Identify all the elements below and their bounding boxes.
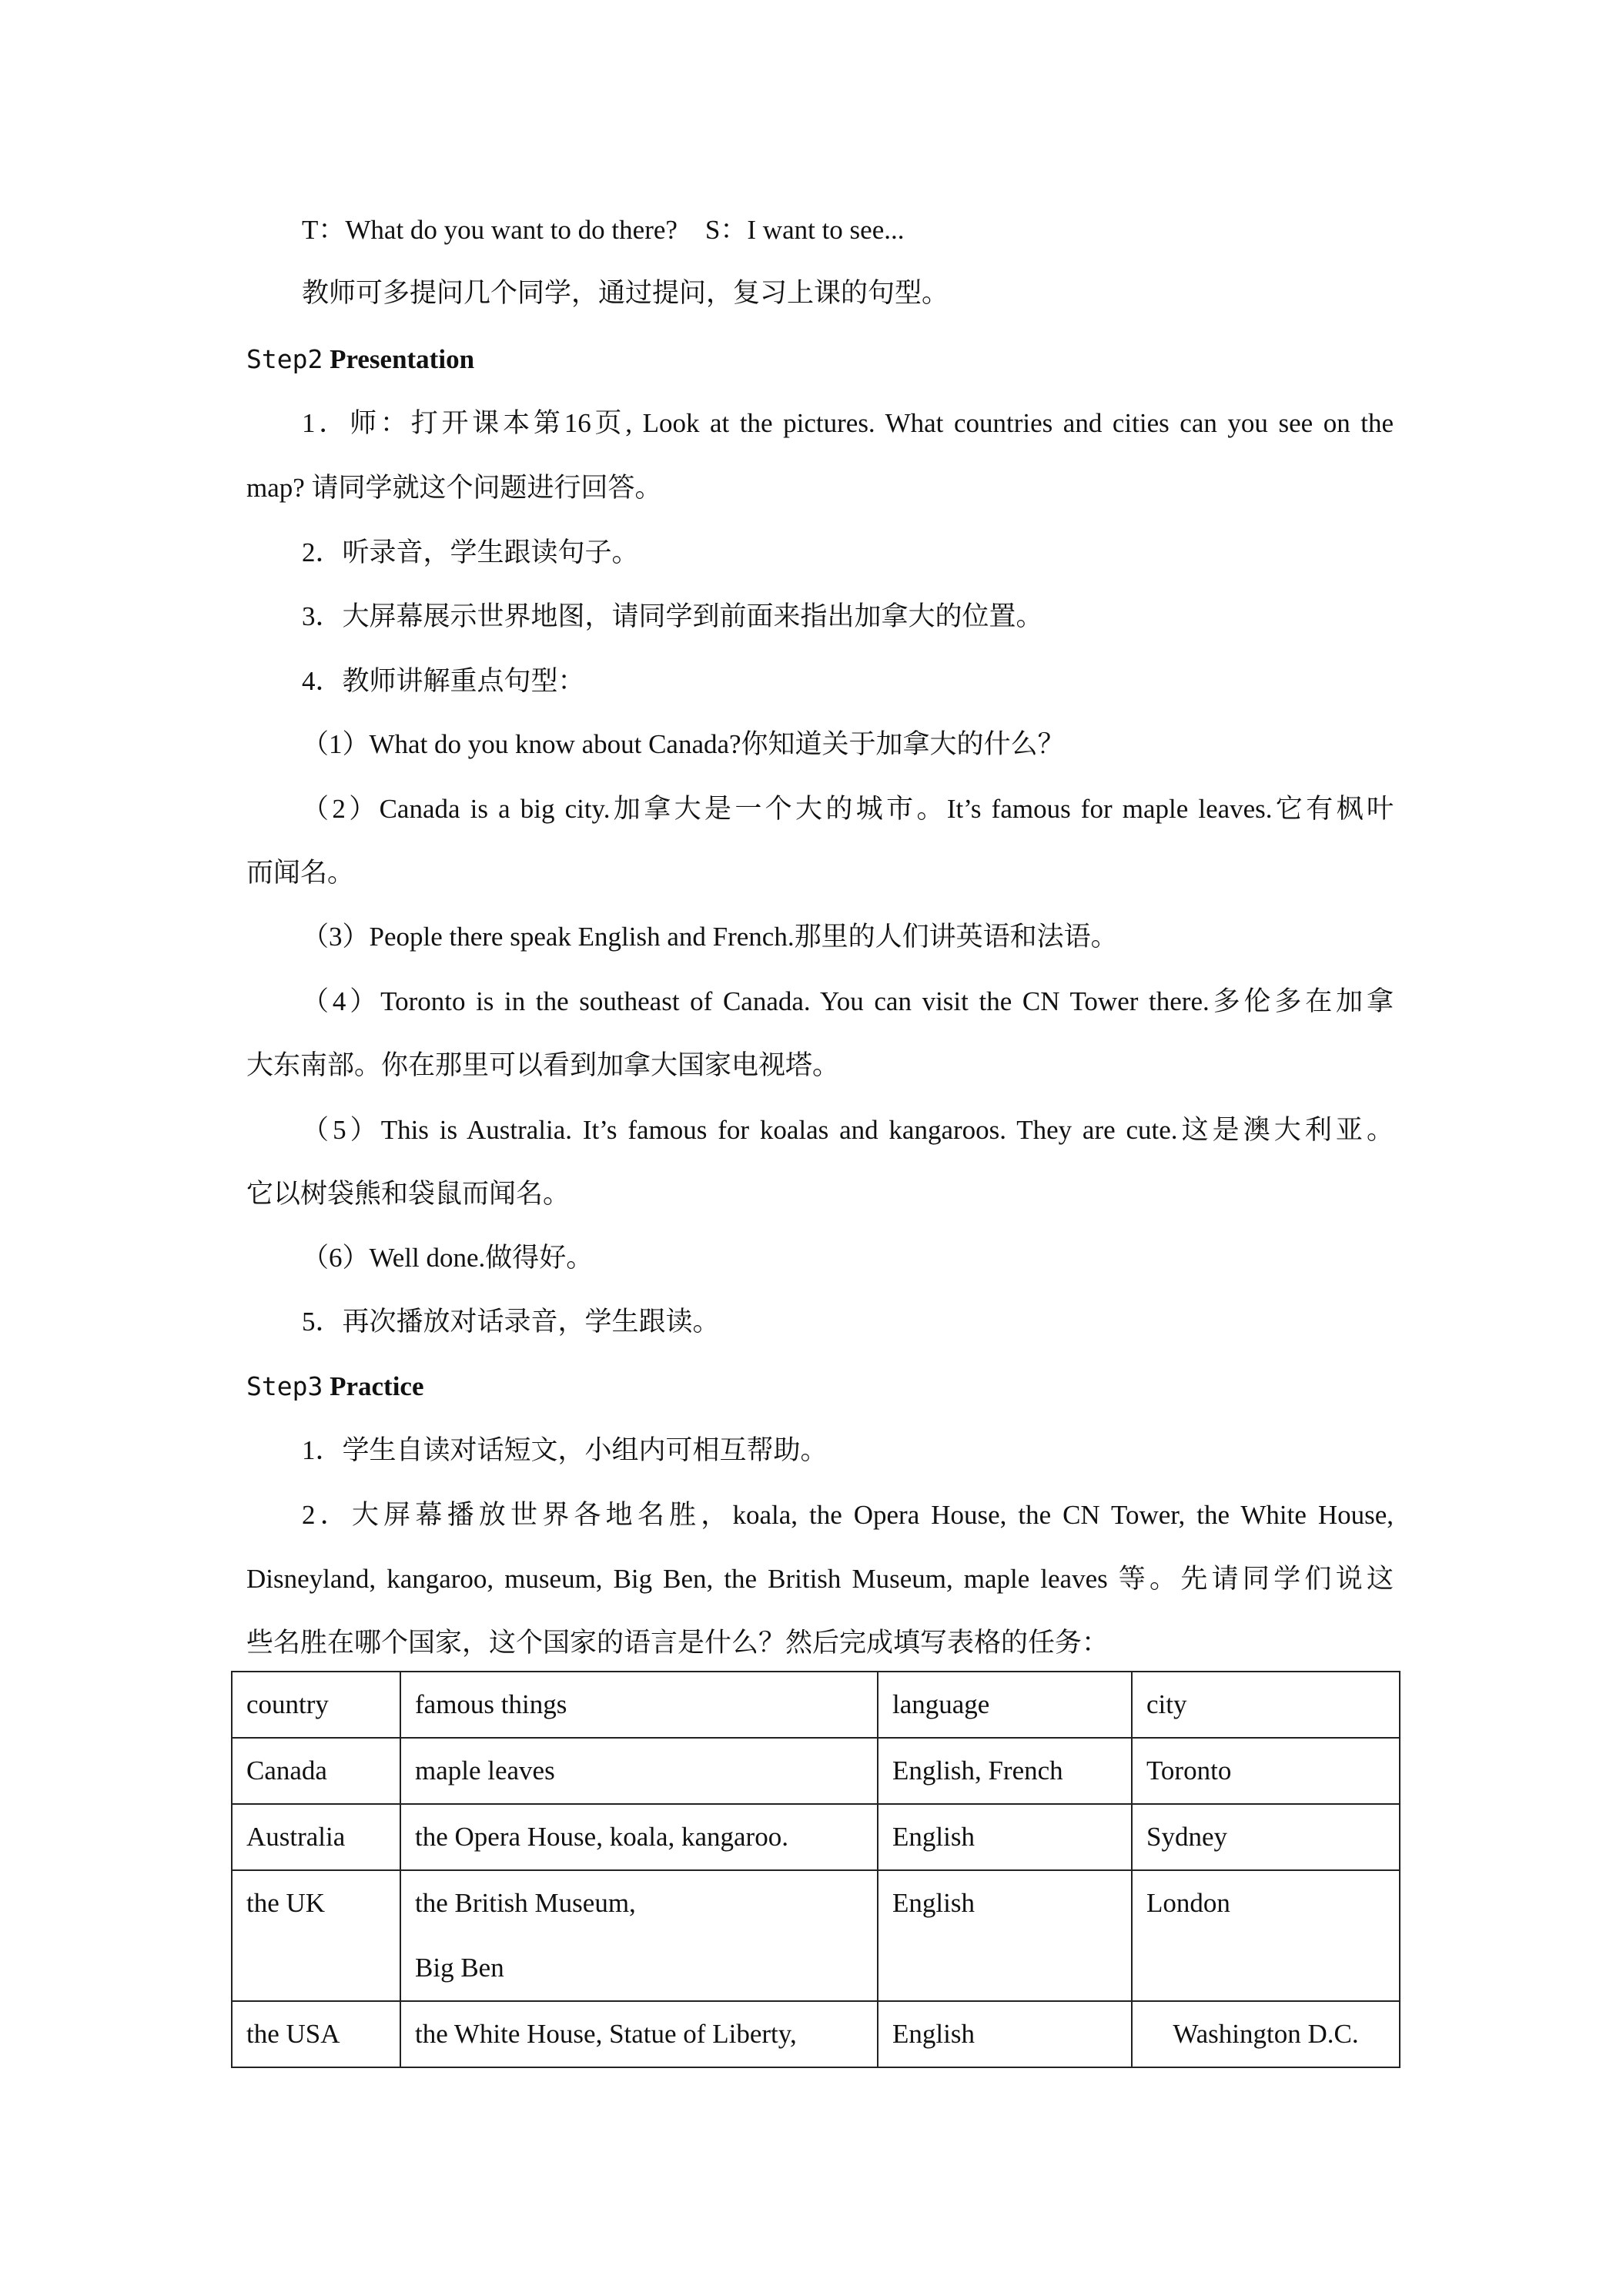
cell-city: Washington D.C. <box>1132 2001 1400 2067</box>
dialogue-line <box>302 212 1394 249</box>
cell-famous-things: maple leaves <box>400 1738 878 1804</box>
table-header-row <box>232 1672 1400 1738</box>
table-row <box>232 1804 1400 1870</box>
cell-language: English <box>878 1870 1132 2001</box>
cell-country: Australia <box>232 1804 400 1870</box>
cell-famous-things: the White House, Statue of Liberty, <box>400 2001 878 2067</box>
paragraph: 2．大屏幕播放世界各地名胜，koala, the Opera House, the CN Tower, the White House, <box>302 1500 1394 1530</box>
header-language: language <box>878 1672 1132 1738</box>
cell-famous-things: the Opera House, koala, kangaroo. <box>400 1804 878 1870</box>
cell-country: Canada <box>232 1738 400 1804</box>
teacher-question: T：What do you want to do there? <box>302 215 678 245</box>
step-label: Step3 <box>246 1371 323 1401</box>
paragraph: 1．师：打开课本第16页, Look at the pictures. What countries and cities can you see on the <box>302 408 1394 438</box>
paragraph: map? 请同学就这个问题进行回答。 <box>246 473 662 503</box>
paragraph: Disneyland, kangaroo, museum, Big Ben, the British Museum, maple leaves 等。先请同学们说这 <box>246 1564 1394 1594</box>
cell-country: the UK <box>232 1870 400 2001</box>
step3-heading <box>246 1368 1394 1405</box>
cell-country: the USA <box>232 2001 400 2067</box>
countries-table <box>231 1671 1400 2068</box>
paragraph: 3．大屏幕展示世界地图，请同学到前面来指出加拿大的位置。 <box>302 601 1043 631</box>
paragraph: 些名胜在哪个国家，这个国家的语言是什么？然后完成填写表格的任务： <box>246 1628 1109 1658</box>
cell-city: London <box>1132 1870 1400 2001</box>
cell-language: English <box>878 1804 1132 1870</box>
student-answer: S：I want to see... <box>704 215 905 245</box>
step2-heading <box>246 341 1394 378</box>
paragraph: （1）What do you know about Canada?你知道关于加拿大的什么？ <box>302 729 1065 759</box>
step-title: Presentation <box>330 344 475 374</box>
cell-language: English <box>878 2001 1132 2067</box>
famous-thing-line: the British Museum, <box>415 1888 636 1918</box>
cell-language: English, French <box>878 1738 1132 1804</box>
cell-city: Sydney <box>1132 1804 1400 1870</box>
paragraph: 5．再次播放对话录音，学生跟读。 <box>302 1307 720 1337</box>
table-row <box>232 1738 1400 1804</box>
paragraph: 教师可多提问几个同学，通过提问，复习上课的句型。 <box>302 278 949 308</box>
table-row <box>232 2001 1400 2067</box>
cell-famous-things <box>400 1870 878 2001</box>
paragraph: （5）This is Australia. It’s famous for koalas and kangaroos. They are cute.这是澳大利亚。 <box>302 1115 1394 1145</box>
paragraph: 2．听录音，学生跟读句子。 <box>302 537 639 567</box>
paragraph: 而闻名。 <box>246 858 355 888</box>
paragraph: （4）Toronto is in the southeast of Canada. You can visit the CN Tower there.多伦多在加拿 <box>302 986 1394 1016</box>
header-famous-things: famous things <box>400 1672 878 1738</box>
paragraph: （2）Canada is a big city.加拿大是一个大的城市。It’s famous for maple leaves.它有枫叶 <box>302 794 1394 824</box>
step-label: Step2 <box>246 344 323 374</box>
cell-city: Toronto <box>1132 1738 1400 1804</box>
paragraph: 1．学生自读对话短文，小组内可相互帮助。 <box>302 1435 828 1465</box>
paragraph: 大东南部。你在那里可以看到加拿大国家电视塔。 <box>246 1050 840 1080</box>
paragraph: （6）Well done.做得好。 <box>302 1243 594 1273</box>
famous-thing-line: Big Ben <box>415 1953 504 1983</box>
step-title: Practice <box>330 1371 424 1401</box>
header-country: country <box>232 1672 400 1738</box>
table-row <box>232 1870 1400 2001</box>
paragraph: 4．教师讲解重点句型： <box>302 666 585 696</box>
paragraph: 它以树袋熊和袋鼠而闻名。 <box>246 1179 571 1209</box>
paragraph: （3）People there speak English and French.那里的人们讲英语和法语。 <box>302 922 1118 952</box>
header-city: city <box>1132 1672 1400 1738</box>
